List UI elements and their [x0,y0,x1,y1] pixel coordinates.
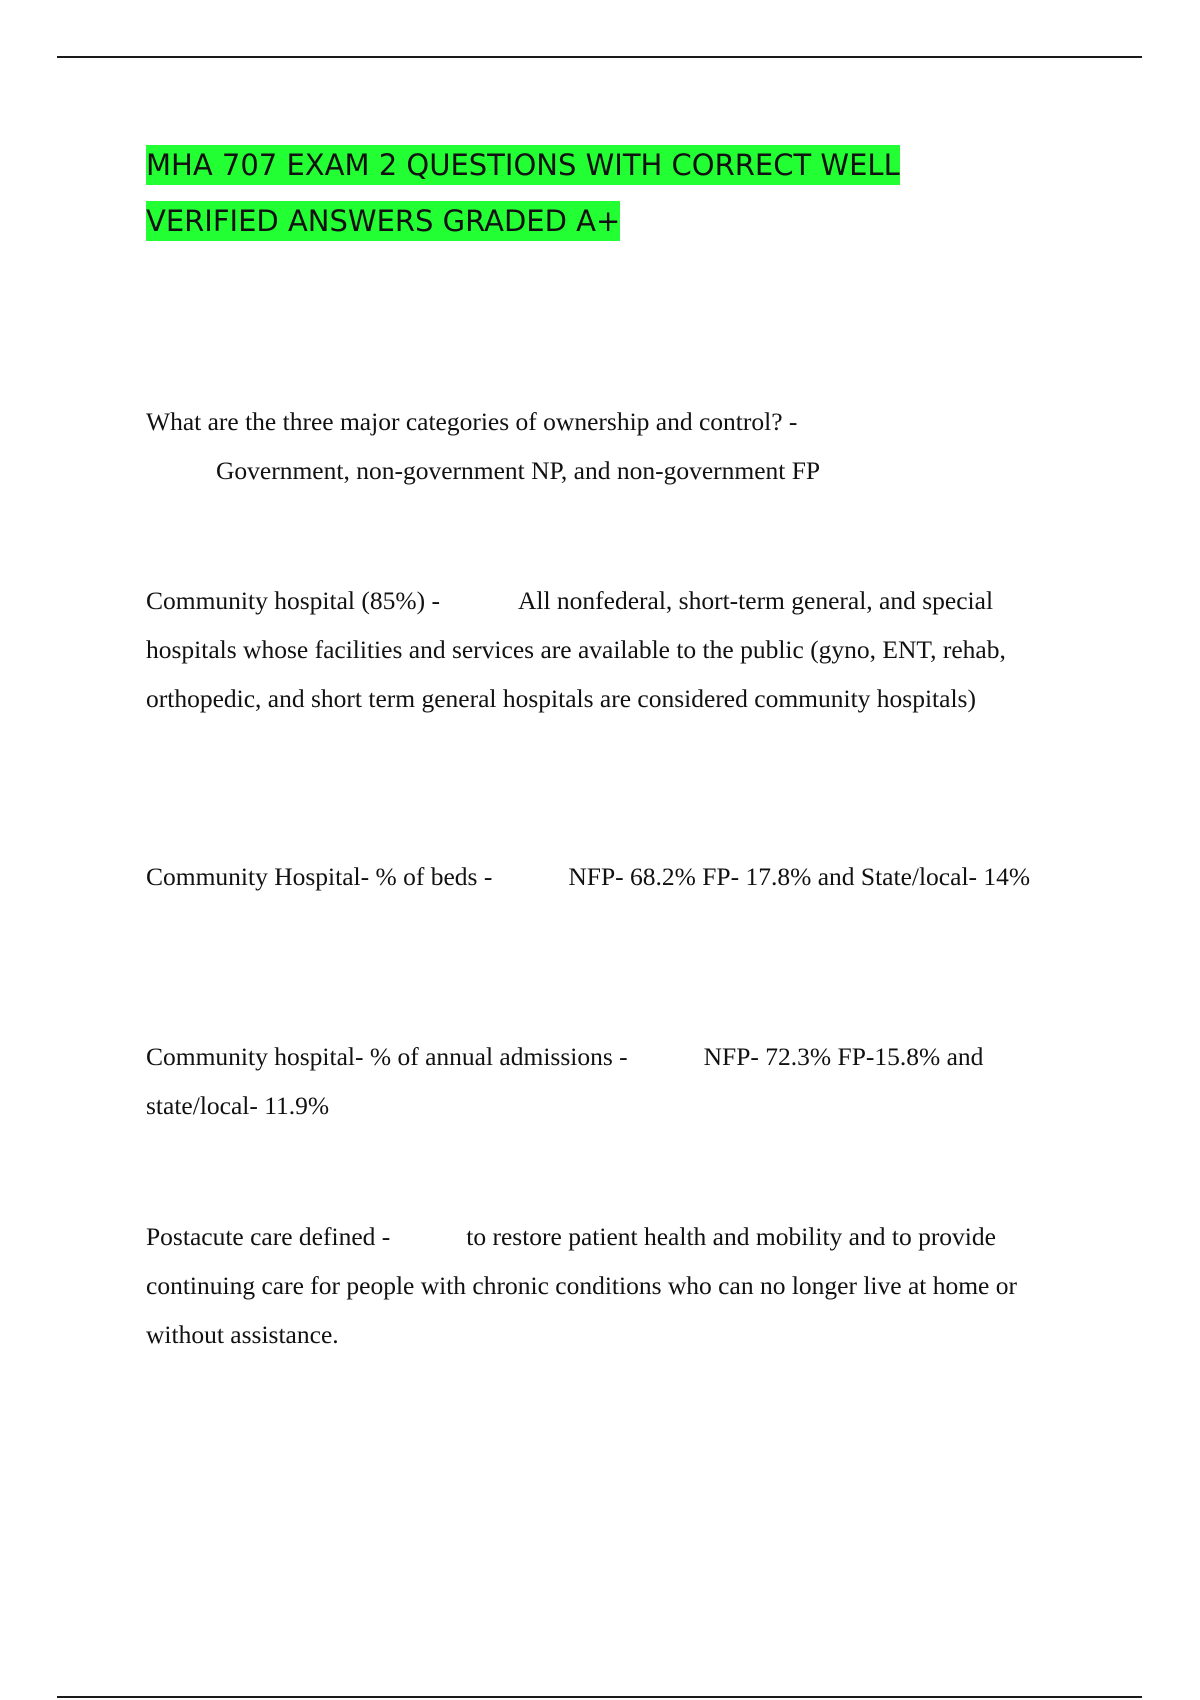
qa-item [146,1032,1086,1130]
qa-item [146,852,1086,901]
qa-answer: to restore patient health and mobility and to provide continuing care for people with chronic conditions who can no longer live at home or without assistance. [146,1222,1017,1349]
qa-item [146,576,1086,723]
qa-item [146,1212,1086,1359]
qa-answer: All nonfederal, short-term general, and special hospitals whose facilities and services are available to the public (gyno, ENT, rehab, orthopedic, and short term general hospitals are considered community hospitals) [146,586,1006,713]
title-line-2: VERIFIED ANSWERS GRADED A+ [146,204,621,238]
qa-question: Postacute care defined - [146,1222,391,1251]
qa-answer: NFP- 68.2% FP- 17.8% and State/local- 14% [568,862,1031,891]
footer-rule [57,1696,1142,1698]
qa-question: What are the three major categories of ownership and control? - [146,407,798,436]
qa-answer: NFP- 72.3% FP-15.8% and state/local- 11.9% [146,1042,984,1120]
qa-answer: Government, non-government NP, and non-government FP [216,456,821,485]
qa-question: Community Hospital- % of beds - [146,862,493,891]
title-line-1: MHA 707 EXAM 2 QUESTIONS WITH CORRECT WELL [146,148,900,182]
document-title [146,137,1046,249]
header-rule [57,56,1142,58]
qa-question: Community hospital (85%) - [146,586,440,615]
qa-item [146,397,1086,495]
title-highlight [146,145,900,241]
qa-question: Community hospital- % of annual admissions - [146,1042,628,1071]
